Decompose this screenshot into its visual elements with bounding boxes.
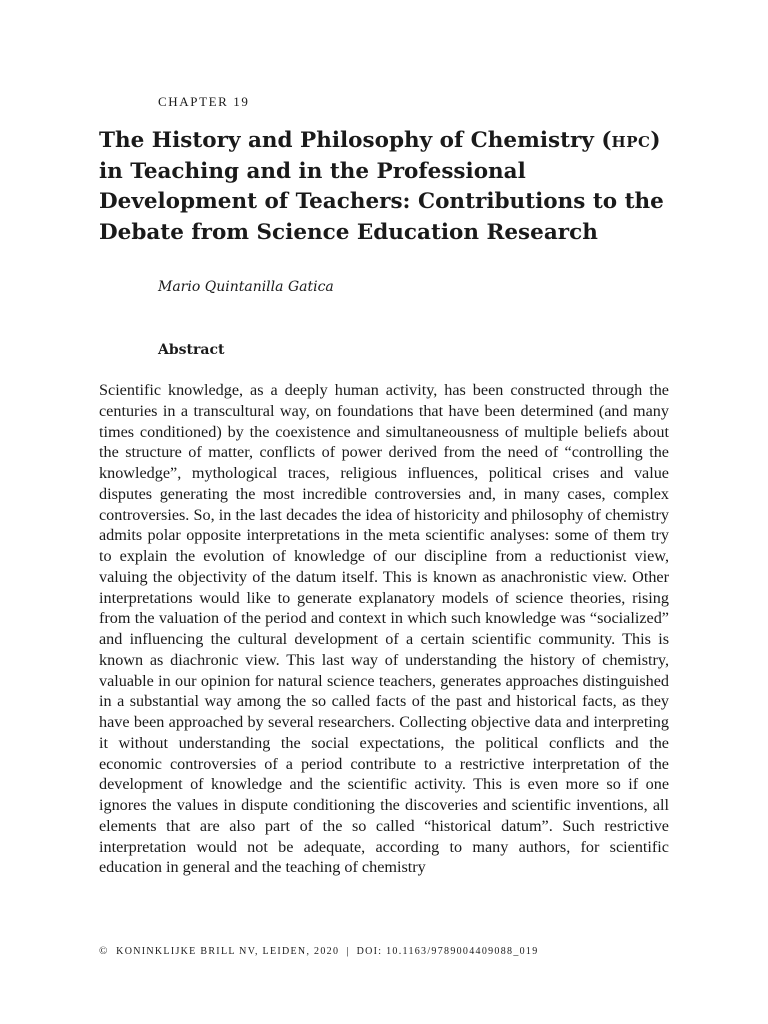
- title-acronym: hpc: [611, 128, 651, 153]
- title-part-1: The History and Philosophy of Chemistry (: [99, 128, 612, 153]
- footer-separator: |: [346, 945, 350, 957]
- abstract-heading: Abstract: [158, 342, 225, 358]
- footer-doi: DOI: 10.1163/9789004409088_019: [356, 946, 539, 957]
- abstract-body: Scientific knowledge, as a deeply human activity, has been constructed through the centuries in a transcultural way, on foundations that have been determined (and many times conditioned) by the coexistence and simultaneousness of multiple beliefs about the structure of matter, conflicts of power derived from the need of “controlling the knowledge”, mythological traces, religious influences, political crises and value disputes generating the most incredible controversies and, in many cases, complex controversies. So, in the last decades the idea of historicity and philosophy of chemistry admits polar opposite interpretations in the meta scientific analyses: some of them try to explain the evolution of knowledge of our discipline from a reductionist view, valuing the objectivity of the datum itself. This is known as anachronistic view. Other interpretations would like to generate explanatory models of science theories, rising from the valuation of the period and context in which such knowledge was “socialized” and influencing the cultural development of a certain scientific community. This is known as diachronic view. This last way of understanding the history of chemistry, valuable in our opinion for natural science teachers, generates approaches distinguished in a substantial way among the so called facts of the past and historical facts, as they have been approached by several researchers. Collecting objective data and interpreting it without understanding the social expectations, the political conflicts and the economic controversies of a period contribute to a restrictive interpretation of the development of knowledge and the scientific activity. This is even more so if one ignores the values in dispute conditioning the discoveries and scientific inventions, all elements that are also part of the so called “historical datum”. Such restrictive interpretation would not be adequate, according to many authors, for scientific education in general and the teaching of chemistry: [99, 381, 669, 877]
- chapter-label: CHAPTER 19: [158, 94, 250, 109]
- author-name: Mario Quintanilla Gatica: [158, 279, 334, 295]
- footer-publisher: KONINKLIJKE BRILL NV, LEIDEN, 2020: [116, 946, 340, 957]
- chapter-title: [99, 126, 674, 248]
- page-footer: [99, 945, 539, 957]
- copyright-symbol: ©: [99, 945, 109, 957]
- title-part-2: ) in Teaching and in the Professional Development of Teachers: Contributions to the Debate from Science Education Research: [99, 128, 664, 245]
